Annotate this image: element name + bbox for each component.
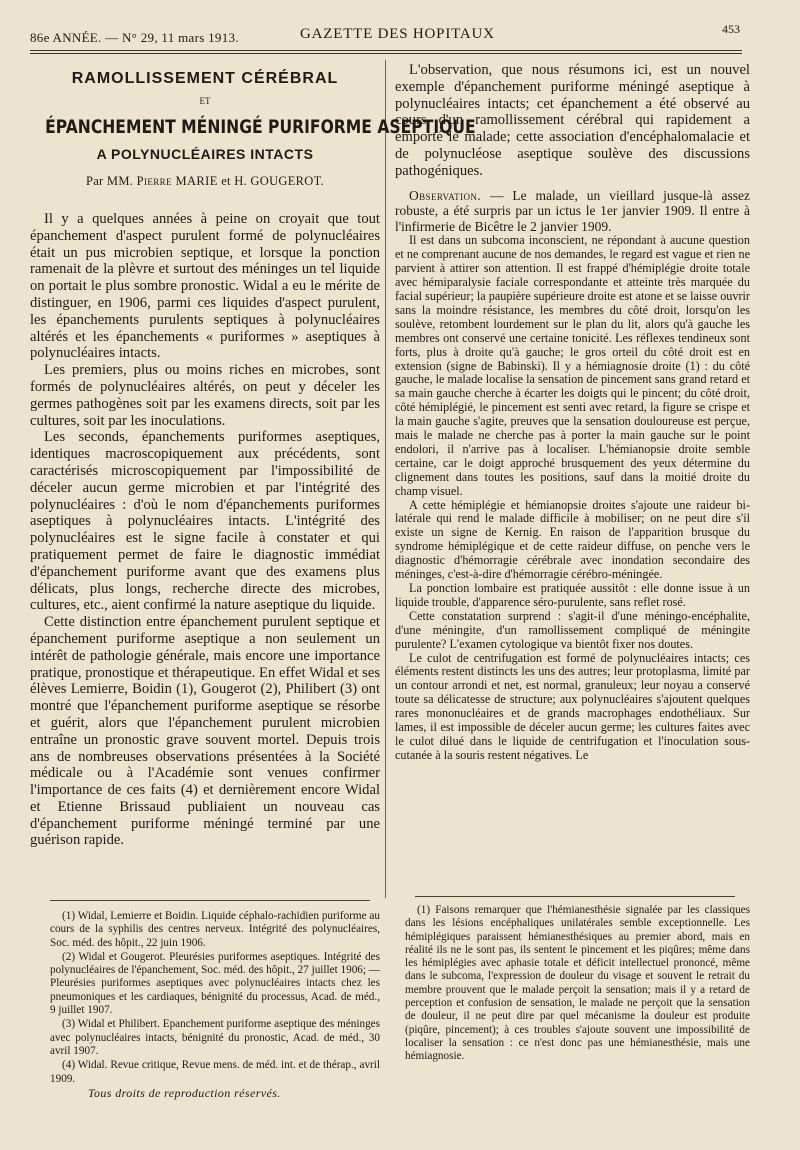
observation-text: — Le malade, un vieillard jusque-là assez robuste, a été surpris par un ictus le 1er janvier 1909. Il entre à l'infirmerie de Bicêtre le 2 janvier 1909. <box>395 187 750 234</box>
footnote: (1) Widal, Lemierre et Boidin. Liquide céphalo-rachidien puriforme au cours de la syphilis des centres nerveux. Intégrité des polynucléaires, Soc. méd. des hôpit., 22 juin 1906. <box>50 910 380 949</box>
journal-title: GAZETTE DES HOPITAUX <box>300 26 495 42</box>
byline <box>30 174 380 189</box>
column-divider <box>385 60 386 898</box>
article-title-line2: ÉPANCHEMENT MÉNINGÉ PURIFORME ASEPTIQUE <box>45 116 476 138</box>
paragraph: La ponction lombaire est pratiquée aussitôt : elle donne issue à un liquide trouble, d'apparence séro-purulente, sans reflet rosé. <box>395 581 750 609</box>
footnotes-right <box>405 904 750 1064</box>
paragraph: Il est dans un subcoma inconscient, ne répondant à aucune question et ne comprenant aucune de nos demandes, le regard est vague et rien ne parvient à attirer son attention. Il est frappé d'hémiplégie droite totale avec hémiparalysie faciale correspondante et atteinte très marquée du facial supérieur; la paupière supérieure droite est atone et se laisse ouvrir sans la moindre résistance, les membres du côté droit, lorsqu'on les soulève, retombent lourdement sur le plan du lit, alors qu'à gauche les membres ont conservé une certaine tonicité. Les réflexes tendineux sont forts, plus à droite qu'à gauche; le gros orteil du côté droit est en extension (signe de Babinski). Il y a hémiagnosie droite (1) : du côté gauche, le malade localise la sensation de pincement sans grand retard et sa main gauche cherche à écarter les doigts qui le pincent; du côté droit, côté hémiplégié, le pincement est senti avec retard, la figure se crispe et la main gauche s'agite, preuves que la sensation douloureuse est perçue, mais le malade ne cherche pas à porter la main gauche sur le point endolori, il n'arrive pas à localiser. L'hémianopsie droite semble certaine, car le doigt approché brusquement des yeux détermine du clignement dans toutes les positions, sauf dans la moitié droite du champ visuel. <box>395 233 750 498</box>
byline-author1: Pierre MARIE <box>136 174 218 188</box>
observation-paragraph <box>395 188 750 235</box>
paragraph: Cette constatation surprend : s'agit-il d'une méningo-encéphalite, d'une méningite, d'un ramollissement compliqué de méningite purulente? L'examen cytologique va bientôt fixer nos doutes. <box>395 608 750 651</box>
header-rule-double <box>30 53 742 54</box>
left-body <box>30 211 380 849</box>
footnote: (3) Widal et Philibert. Epanchement puriforme aseptique des méninges avec polynucléaires intacts, bénignité du pronostic, Acad. de méd., 30 avril 1907. <box>50 1018 380 1057</box>
paragraph: Cette distinction entre épanchement purulent septique et épanchement puriforme aseptique a non seulement un intérêt de pathologie générale, mais encore une importance pratique, pronostique et thérapeutique. En effet Widal et ses élèves Lemierre, Boidin (1), Gougerot (2), Philibert (3) ont montré que l'épanchement puriforme aseptique se résorbe et guérit, alors que l'épanchement purulent microbien entraîne un pronostic grave souvent mortel. Depuis trois ans de nombreuses observations présentées à la Société médicale ou à l'Académie sont venues confirmer l'importance de ces faits (4) et dernièrement encore Widal et Etienne Brissaud publiaient un nouveau cas d'épanchement puriforme méningé terminé par une guérison rapide. <box>30 614 380 849</box>
paragraph: Les seconds, épanchements puriformes aseptiques, identiques macroscopiquement aux précédents, sont caractérisés microscopiquement par l'impossibilité de déceler aucun germe microbien et par l'intégrité des polynucléaires : d'où le nom d'épanchements puriformes aseptiques à polynucléaires intacts. L'intégrité des polynucléaires est le signe facile à constater et qui pratiquement permet de faire le diagnostic immédiat d'épanchement puriforme avant que des examens plus délicats, plus longs, recherche directe des microbes, cultures, etc., aient confirmé la nature aseptique du liquide. <box>30 429 380 614</box>
footnote: (4) Widal. Revue critique, Revue mens. de méd. int. et de thérap., avril 1909. <box>50 1059 380 1085</box>
left-column <box>30 66 476 849</box>
running-header <box>30 22 740 44</box>
paragraph: A cette hémiplégie et hémianopsie droites s'ajoute une raideur bi-latérale qui rend le malade difficile à mobiliser; on ne peut dire s'il existe un signe de Kernig. En raison de l'apparition brusque du syndrome hémiplégique et de cette raideur diffuse, on penche vers le diagnostic d'hémorragie cérébrale avec inondation secondaire des méninges, c'est-à-dire d'hémorragie cérébro-méningée. <box>395 497 750 582</box>
byline-prefix: Par MM. <box>85 174 137 188</box>
footnote: (2) Widal et Gougerot. Pleurésies puriformes aseptiques. Intégrité des polynucléaires de l'épanchement, Soc. méd. des hôpit., 27 juillet 1906; — Pleurésies puriformes aseptiques avec polynucléaires intacts chez les pneumoniques et les cardiaques, bénignité du processus, Acad. de méd., 9 juillet 1907. <box>50 950 380 1017</box>
byline-rest: et H. GOUGEROT. <box>217 174 325 188</box>
footnote-rule <box>50 900 370 901</box>
footnote-rule <box>415 896 735 897</box>
article-title-et: ET <box>199 96 211 106</box>
paragraph: L'observation, que nous résumons ici, est un nouvel exemple d'épanchement puriforme méningé aseptique à polynucléaires intacts; cet épanchement a été observé au cours d'un ramollissement cérébral qui rapidement a emporté le malade; cette association d'encéphalomalacie et de polynucléose aseptique soulève des discussions pathogéniques. <box>395 62 750 179</box>
article-title-line1: RAMOLLISSEMENT CÉRÉBRAL <box>71 70 339 87</box>
right-column <box>395 62 750 763</box>
paragraph: Le culot de centrifugation est formé de polynucléaires intacts; ces éléments restent distincts les uns des autres; leur protoplasma, limité par un contour arrondi et net, est normal, granuleux; leur noyau a conservé toute sa délicatesse de structure; aux polynucléaires s'ajoutent quelques rares mononucléaires et de grands macrophages endothéliaux. Sur lames, il est impossible de déceler aucun germe; les cultures faites avec le culot dilué dans le liquide de centrifugation et l'inoculation sous-cutanée à la souris restent négatives. Le <box>395 650 750 762</box>
paragraph: Les premiers, plus ou moins riches en microbes, sont formés de polynucléaires altérés, on peut y déceler les germes pathogènes soit par les examens directs, soit par les cultures, soit par les inoculations. <box>30 362 380 429</box>
page-number: 453 <box>722 22 740 36</box>
footnote: (1) Faisons remarquer que l'hémianesthésie signalée par les classiques dans les lésions encéphaliques unilatérales semble exceptionnelle. Les hémiplégiques paraissent hémianesthésiques au premier abord, mais en réalité ils ne le sont pas, ils sentent le pincement et les piqûres; même dans les hémiplégies avec aphasie totale et déficit intellectuel prononcé, même dans le subcoma, l'expression de douleur du visage et souvent le retrait du membre prouvent que le malade perçoit la sensation; mais il y a retard de perception et confusion de sensation, le malade ne perçoit que la sensation de douleur, il ne peut dire par quel mécanisme la douleur est produite (piqûre, pincement); à ces troubles s'ajoute souvent une impossibilité de localiser la sensation : ce n'est donc pas une hémianesthésie, mais une hémiagnosie. <box>405 904 750 1063</box>
paragraph: Il y a quelques années à peine on croyait que tout épanchement d'aspect purulent formé de polynucléaires était un pus microbien septique, et lorsque la ponction ramenait de la plèvre et surtout des méninges un tel liquide on portait le plus sombre pronostic. Widal a eu le mérite de distinguer, en 1906, parmi ces liquides d'aspect purulent, les épanchements purulents septiques à polynucléaires altérés et les épanchements « puriformes » aseptiques à polynucléaires intacts. <box>30 211 380 362</box>
rights-notice: Tous droits de reproduction réservés. <box>88 1086 281 1100</box>
article-title-line3: A POLYNUCLÉAIRES INTACTS <box>96 146 314 162</box>
footnotes-left <box>50 910 380 1086</box>
issue-line: 86e ANNÉE. — N° 29, 11 mars 1913. <box>30 30 239 45</box>
observation-label: Observation. <box>409 187 482 203</box>
header-rule <box>30 50 742 51</box>
